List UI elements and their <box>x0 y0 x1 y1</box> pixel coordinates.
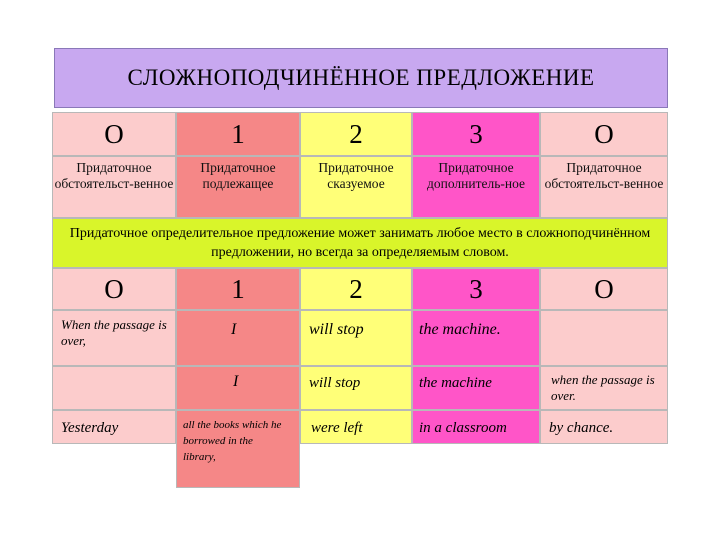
example2-cell-4 <box>540 366 668 410</box>
header2-cell-2: 2 <box>300 268 412 310</box>
header2-cell-o-right: О <box>540 268 668 310</box>
example1-cell-1 <box>176 310 300 366</box>
example3-cell-3 <box>412 410 540 444</box>
header-cell-3: 3 <box>412 112 540 156</box>
example2-subject: I <box>233 373 239 390</box>
header-cell-o-right: О <box>540 112 668 156</box>
example1-adverbial-clause: When the passage is over, <box>61 317 167 348</box>
example3-cell-2 <box>300 410 412 444</box>
example2-cell-1 <box>176 366 300 410</box>
example1-object: the machine. <box>419 321 501 338</box>
clause-type-object: Придаточное дополнитель-ное <box>412 156 540 218</box>
clause-type-subject: Придаточное подлежащее <box>176 156 300 218</box>
example3-cell-1 <box>176 410 300 488</box>
header2-cell-1: 1 <box>176 268 300 310</box>
example1-cell-3 <box>412 310 540 366</box>
example1-cell-0 <box>52 310 176 366</box>
page-title: СЛОЖНОПОДЧИНЁННОЕ ПРЕДЛОЖЕНИЕ <box>54 48 668 108</box>
example3-subject-clause: all the books which he borrowed in the library, <box>183 419 282 463</box>
clause-type-adverbial-right: Придаточное обстоятельст-венное <box>540 156 668 218</box>
example2-object: the machine <box>419 375 492 391</box>
example1-cell-4 <box>540 310 668 366</box>
clause-type-predicate: Придаточное сказуемое <box>300 156 412 218</box>
example3-predicate: were left <box>311 420 363 436</box>
example1-cell-2 <box>300 310 412 366</box>
example3-adverbial-end: by chance. <box>549 420 614 436</box>
example3-adverbial: Yesterday <box>61 420 119 436</box>
header-cell-1: 1 <box>176 112 300 156</box>
clause-type-adverbial-left: Придаточное обстоятельст-венное <box>52 156 176 218</box>
header2-cell-3: 3 <box>412 268 540 310</box>
example1-subject: I <box>231 321 237 338</box>
header-cell-o-left: О <box>52 112 176 156</box>
example2-predicate: will stop <box>309 375 361 391</box>
example2-cell-0 <box>52 366 176 410</box>
example2-cell-3 <box>412 366 540 410</box>
example3-cell-0 <box>52 410 176 444</box>
example3-cell-4 <box>540 410 668 444</box>
clause-table <box>52 112 668 463</box>
header2-cell-o-left: О <box>52 268 176 310</box>
example2-cell-2 <box>300 366 412 410</box>
attributive-clause-note: Придаточное определительное предложение может занимать любое место в сложноподчинённом предложении, но всегда за определяемым словом. <box>52 218 668 268</box>
example2-adverbial-clause: when the passage is over. <box>551 372 655 403</box>
example3-object: in a classroom <box>419 420 507 436</box>
example1-predicate: will stop <box>309 321 364 338</box>
header-cell-2: 2 <box>300 112 412 156</box>
